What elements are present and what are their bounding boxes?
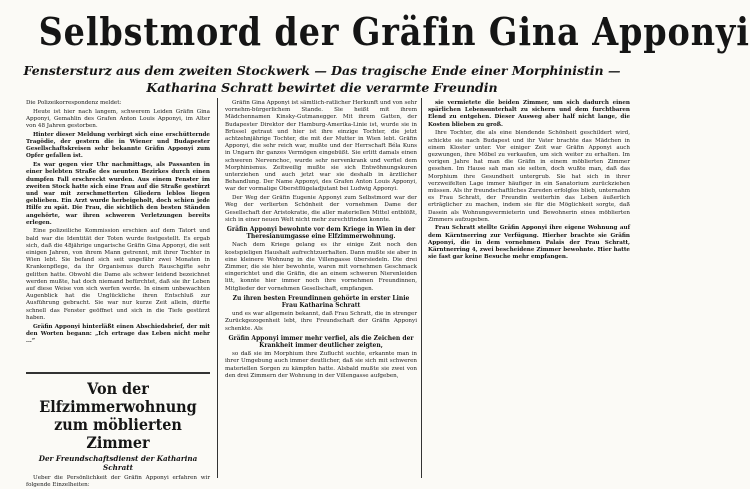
paragraph: Gräfin Apponyi bewohnte vor dem Kriege in Wien in der Theresianumgasse eine Elfzimmerwohnung. [226,225,416,241]
paragraph: Ihre Tochter, die als eine blendende Schönheit geschildert wird, schickte sie nach Budapest und ihr Vater brachte das Mädchen in einem Kloster unter. Vor einiger Zeit war Gräfin Apponyi auch gezwungen, ihre Möbel zu verkaufen, um sich weiter zu erhalten. Im vorigen Jahre hat man die Gräfin in einem möblierten Zimmer gesehen. Im Hause sah man sie selten, doch wußte man, daß das Morphium ihre Gesundheit untergrub. Sie hat sich in ihrer verzweifelten Lage immer häufiger in ein Sanatorium zurückziehen müssen. Als ihr freundschaftliches Zureden erfolglos blieb, unternahm es Frau Schratt, der Freundin weiterhin das Leben äußerlich erträglicher zu machen, indem sie für die Möglichkeit sorgte, daß Dasein als Wohnungsvermieterin und Bewohnerin eines möblierten Zimmers aufzugeben. [428,130,630,223]
column-rule [217,98,218,478]
paragraph: und es war allgemein bekannt, daß Frau Schratt, die in strenger Zurückgezogenheit lebt, ihre Freundschaft der Gräfin Apponyi schenkte. Als [225,311,417,332]
paragraph: Nach dem Kriege gelang es ihr einige Zeit noch den kostspieligen Haushalt aufrechtzuerhalten. Dann mußte sie aber in eine kleinere Wohnung in die Villengasse übersiedeln. Die drei Zimmer, die sie hier bewohnte, waren mit vornehmen Geschmack eingerichtet und die Gräfin, die an einem schweren Nierenleiden litt, konnte hier immer noch ihre vornehmen Freundinnen, Mitglieder der vornehmen Gesellschaft, empfangen. [225,242,417,292]
column-rule [421,98,422,478]
article-column-3 [428,100,630,480]
paragraph: Die Polizeikorrespondenz meldet: [26,100,122,106]
section-body [26,475,210,489]
paragraph: Eine polizeiliche Kommission erschien auf dem Tatort und bald war die Identität der Toten wurde festgestellt. Es ergab sich, daß die 48jährige ungarische Gräfin Gina Apponyi, die seit einigen Jahren, von ihrem Mann getrennt, mit ihrer Tochter in Wien lebt. Sie befand sich seit ungefähr zwei Monaten in Krankenpflege, da ihr Organismus durch Rauschgifte sehr gelitten hatte. Obwohl die Dame als schwer leidend bezeichnet werden mußte, hat doch niemand befürchtet, daß sie ihr Leben auf diese Weise von sich werfen werde. In einem unbewachten Augenblick hat die Unglückliche ihren Entschluß zur Ausführung gebracht. Sie war nur kurze Zeit allein, dürfte schnell das Fenster geöffnet und sich in die Tiefe gestürzt haben. [26,228,210,321]
section-subtitle: Der Freundschaftsdienst der Katharina Schratt [38,454,198,472]
article-column-2 [225,100,417,480]
paragraph: sie vermietete die beiden Zimmer, um sich dadurch einen spärlichen Lebensunterhalt zu sichern und dem furchtbaren Elend zu entgehen. Dieser Ausweg aber half nicht lange, die Kosten blieben zu groß. [428,100,630,128]
paragraph: Gräfin Apponyi hinterläßt einen Abschiedsbrief, der mit den Worten begann: „Ich ertrage das Leben nicht mehr ...“ [26,323,210,344]
headline: Selbstmord der Gräfin Gina Apponyi [38,9,750,54]
paragraph: Der Weg der Gräfin Eugenie Apponyi zum Selbstmord war der Weg der verlierten Schönheit der vornehmen Dame der Gesellschaft der Aristokratie, die aller materiellen Mittel entblößt, sich in einer neuen Welt nicht mehr zurechtfinden konnte. [225,195,417,223]
article-column-1 [26,100,210,370]
paragraph: Gräfin Apponyi immer mehr verfiel, als die Zeichen der Krankheit immer deutlicher zeigten, [228,334,414,349]
section-divider [26,372,210,374]
paragraph: Zu ihren besten Freundinnen gehörte in erster Linie Frau Katharina Schratt [232,294,410,309]
paragraph: Frau Schratt stellte Gräfin Apponyi ihre eigene Wohnung auf dem Kärntnerring zur Verfügung. Hierher brachte sie Gräfin Apponyi, die in dem vornehmen Palais der Frau Schratt, Kärntnerring 4, zwei bescheidene Zimmer bewohnte. Hier hatte sie fast gar keine Besuche mehr empfangen. [428,225,630,261]
paragraph: Es war gegen vier Uhr nachmittags, als Passanten in einer belebten Straße des neunten Bezirkes durch einen dumpfen Fall erschreckt wurden. Aus einem Fenster im zweiten Stock hatte sich eine Frau auf die Straße gestürzt und war mit zerschmetterten Gliedern leblos liegen geblieben. Ein Arzt wurde herbeigeholt, doch schien jede Hilfe zu spät. Die Frau, die sichtlich den besten Ständen angehörte, war ihren schweren Verletzungen bereits erlegen. [26,162,210,226]
section-block [26,379,210,489]
paragraph: Heute ist hier nach langem, schwerem Leiden Gräfin Gina Apponyi, Gemahlin des Grafen Anton Louis Apponyi, im Alter von 48 Jahren gestorben. [26,108,210,130]
section-title: Von der Elfzimmerwohnung zum möblierten Zimmer [39,379,197,452]
paragraph: Ueber die Persönlichkeit der Gräfin Apponyi erfahren wir folgende Einzelheiten: [26,475,210,489]
subheadline: Fenstersturz aus dem zweiten Stockwerk — Das tragische Ende einer Morphinistin — Katharina Schratt bewirtet die verarmte Freundin [23,63,621,95]
paragraph: Hinter dieser Meldung verbirgt sich eine erschütternde Tragödie, der gestern die in Wiener und Budapester Gesellschaftskreisen sehr bekannte Gräfin Apponyi zum Opfer gefallen ist. [26,131,210,160]
paragraph: so daß sie im Morphium ihre Zuflucht suchte, erkannte man in ihrer Umgebung auch immer deutlicher, daß sie sich mit schweren materiellen Sorgen zu kämpfen hatte. Alsbald mußte sie zwei von den drei Zimmern der Wohnung in der Villengasse aufgeben, [225,351,417,379]
paragraph: Gräfin Gina Apponyi ist sämtlich-ratlicher Herkunft und von sehr vornehm-bürgerlichem Stande. Sie heißt mit ihrem Mädchennamen Kinsky-Gutmanegger. Mit ihrem Gatten, der Budapester Direktor der Hamburg-Amerika-Linie ist, wurde sie in Brüssel getraut und hier ist ihre einzige Tochter, die jetzt achtzehnjährige Tochter, die mit der Mutter in Wien lebt. Gräfin Apponyi, die sehr reich war, mußte und der Herrschaft Béla Kuns in Ungarn ihr ganzes Vermögen eingebüßt. Sie erlitt damals einen schweren Nervenchoc, wurde sehr nervenkrank und verfiel dem Morphinismus. Zeitweilig mußte sie sich Entwöhnungskuren unterziehen und auch jetzt war sie deshalb in ärztlicher Behandlung. Der Name Apponyi, des Grafen Anton Louis Apponyi, war der vormalige Oberstflügeladjutant bei Ludwig Apponyi. [225,100,417,193]
